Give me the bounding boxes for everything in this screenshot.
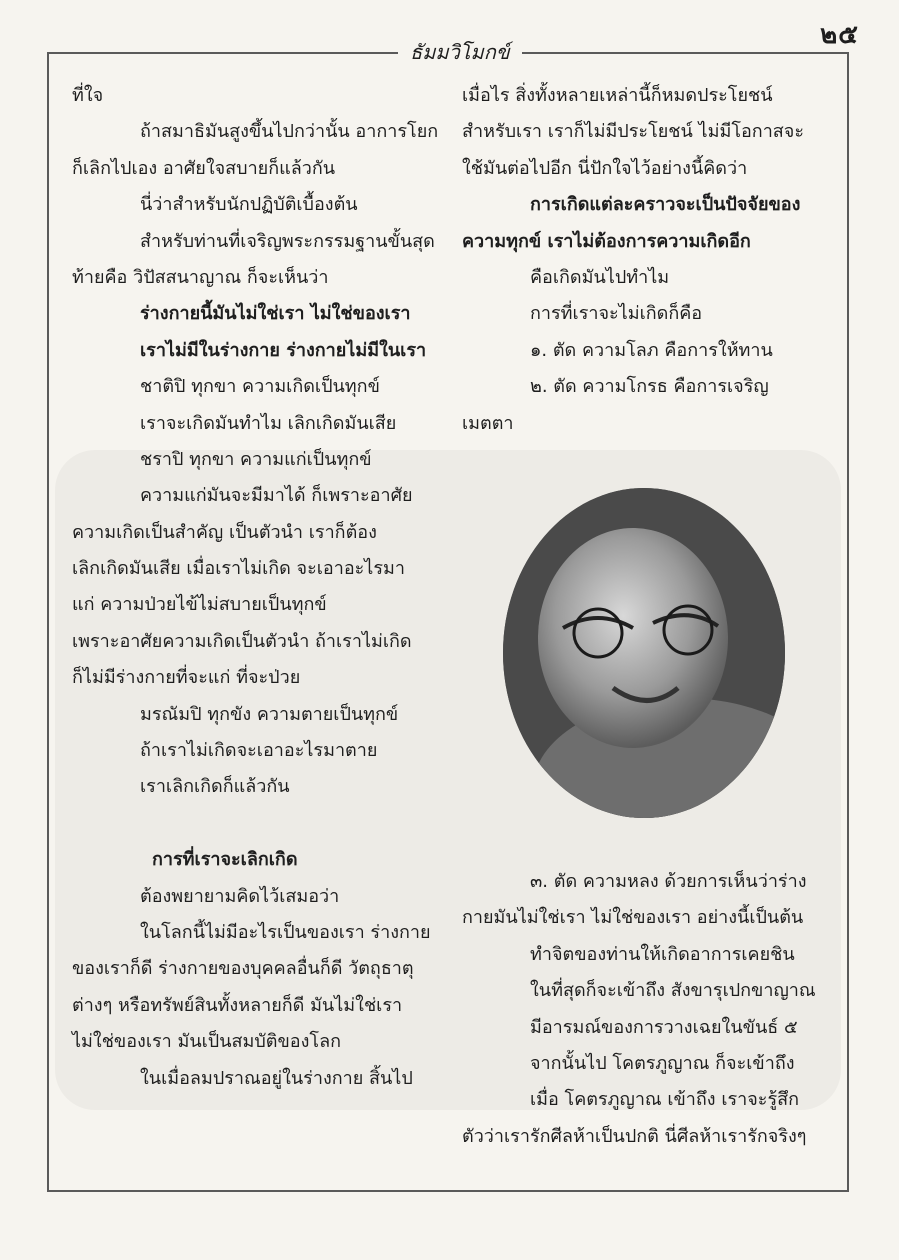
text-line: ความเกิดเป็นสำคัญ เป็นตัวนำ เราก็ต้อง bbox=[72, 521, 377, 543]
text-line: ชาติปิ ทุกขา ความเกิดเป็นทุกข์ bbox=[140, 376, 380, 398]
text-line: จากนั้นไป โคตรภูญาณ ก็จะเข้าถึง bbox=[530, 1052, 795, 1074]
header-title: ธัมมวิโมกข์ bbox=[398, 36, 522, 68]
text-line: ที่ใจ bbox=[72, 85, 104, 106]
text-line: ในโลกนี้ไม่มีอะไรเป็นของเรา ร่างกาย bbox=[140, 921, 431, 943]
text-line: ร่างกายนี้มันไม่ใช่เรา ไม่ใช่ของเรา bbox=[140, 303, 411, 325]
text-line: ทำจิตของท่านให้เกิดอาการเคยชิน bbox=[530, 943, 795, 965]
text-line: ในเมื่อลมปราณอยู่ในร่างกาย สิ้นไป bbox=[140, 1067, 413, 1089]
text-line: เลิกเกิดมันเสีย เมื่อเราไม่เกิด จะเอาอะไรมา bbox=[72, 558, 405, 580]
text-line: ความทุกข์ เราไม่ต้องการความเกิดอีก bbox=[462, 230, 751, 252]
text-line: เมื่อ โคตรภูญาณ เข้าถึง เราจะรู้สึก bbox=[530, 1089, 800, 1111]
text-line: ท้ายคือ วิปัสสนาญาณ ก็จะเห็นว่า bbox=[72, 266, 329, 288]
text-line: ๑. ตัด ความโลภ คือการให้ทาน bbox=[530, 339, 773, 361]
monk-portrait-photo bbox=[503, 488, 785, 818]
text-line: เพราะอาศัยความเกิดเป็นตัวนำ ถ้าเราไม่เกิด bbox=[72, 630, 412, 652]
text-line: มรณัมปิ ทุกขัง ความตายเป็นทุกข์ bbox=[140, 703, 399, 725]
text-line: ในที่สุดก็จะเข้าถึง สังขารุเปกขาญาณ bbox=[530, 980, 816, 1002]
text-line: เมื่อไร สิ่งทั้งหลายเหล่านี้ก็หมดประโยชน์ bbox=[462, 85, 773, 106]
text-line: ๒. ตัด ความโกรธ คือการเจริญ bbox=[530, 376, 769, 398]
text-line: ก็เลิกไปเอง อาศัยใจสบายก็แล้วกัน bbox=[72, 157, 336, 179]
text-line: การที่เราจะไม่เกิดก็คือ bbox=[530, 303, 703, 325]
text-line: ถ้าสมาธิมันสูงขึ้นไปกว่านั้น อาการโยก bbox=[140, 121, 439, 143]
text-line: คือเกิดมันไปทำไม bbox=[530, 266, 670, 288]
right-column-top bbox=[462, 78, 832, 442]
page-number: ๒๕ bbox=[820, 20, 859, 50]
text-line: เราไม่มีในร่างกาย ร่างกายไม่มีในเรา bbox=[140, 339, 427, 361]
text-line: ไม่ใช่ของเรา มันเป็นสมบัติของโลก bbox=[72, 1031, 341, 1053]
text-line: เราจะเกิดมันทำไม เลิกเกิดมันเสีย bbox=[140, 412, 397, 434]
text-line: เราเลิกเกิดก็แล้วกัน bbox=[140, 776, 290, 798]
text-line: เมตตา bbox=[462, 412, 514, 434]
text-line: ก็ไม่มีร่างกายที่จะแก่ ที่จะป่วย bbox=[72, 667, 301, 689]
text-line: นี่ว่าสำหรับนักปฏิบัติเบื้องต้น bbox=[140, 194, 358, 216]
text-line: ตัวว่าเรารักศีลห้าเป็นปกติ นี่ศีลห้าเรารักจริงๆ bbox=[462, 1125, 807, 1147]
text-line: ชราปิ ทุกขา ความแก่เป็นทุกข์ bbox=[140, 448, 372, 470]
text-line: ต่างๆ หรือทรัพย์สินทั้งหลายก็ดี มันไม่ใช่เรา bbox=[72, 994, 403, 1016]
text-line: ๓. ตัด ความหลง ด้วยการเห็นว่าร่าง bbox=[530, 871, 807, 892]
text-line: สำหรับเรา เราก็ไม่มีประโยชน์ ไม่มีโอกาสจะ bbox=[462, 121, 804, 143]
text-line: ถ้าเราไม่เกิดจะเอาอะไรมาตาย bbox=[140, 740, 378, 762]
text-line: สำหรับท่านที่เจริญพระกรรมฐานขั้นสุด bbox=[140, 230, 435, 252]
text-line: การเกิดแต่ละคราวจะเป็นปัจจัยของ bbox=[530, 194, 801, 216]
text-line: กายมันไม่ใช่เรา ไม่ใช่ของเรา อย่างนี้เป็นต้น bbox=[462, 907, 804, 929]
right-column-bottom bbox=[462, 864, 832, 1155]
text-line: การที่เราจะเลิกเกิด bbox=[152, 849, 298, 871]
text-line bbox=[72, 806, 442, 842]
text-line: ของเราก็ดี ร่างกายของบุคคลอื่นก็ดี วัตถุธาตุ bbox=[72, 958, 414, 980]
text-line: ความแก่มันจะมีมาได้ ก็เพราะอาศัย bbox=[140, 485, 413, 507]
text-line: มีอารมณ์ของการวางเฉยในขันธ์ ๕ bbox=[530, 1016, 798, 1038]
text-line: ต้องพยายามคิดไว้เสมอว่า bbox=[140, 885, 340, 907]
text-line: ใช้มันต่อไปอีก นี่ปักใจไว้อย่างนี้คิดว่า bbox=[462, 157, 748, 179]
left-column bbox=[72, 78, 442, 1097]
text-line: แก่ ความป่วยไข้ไม่สบายเป็นทุกข์ bbox=[72, 594, 327, 616]
